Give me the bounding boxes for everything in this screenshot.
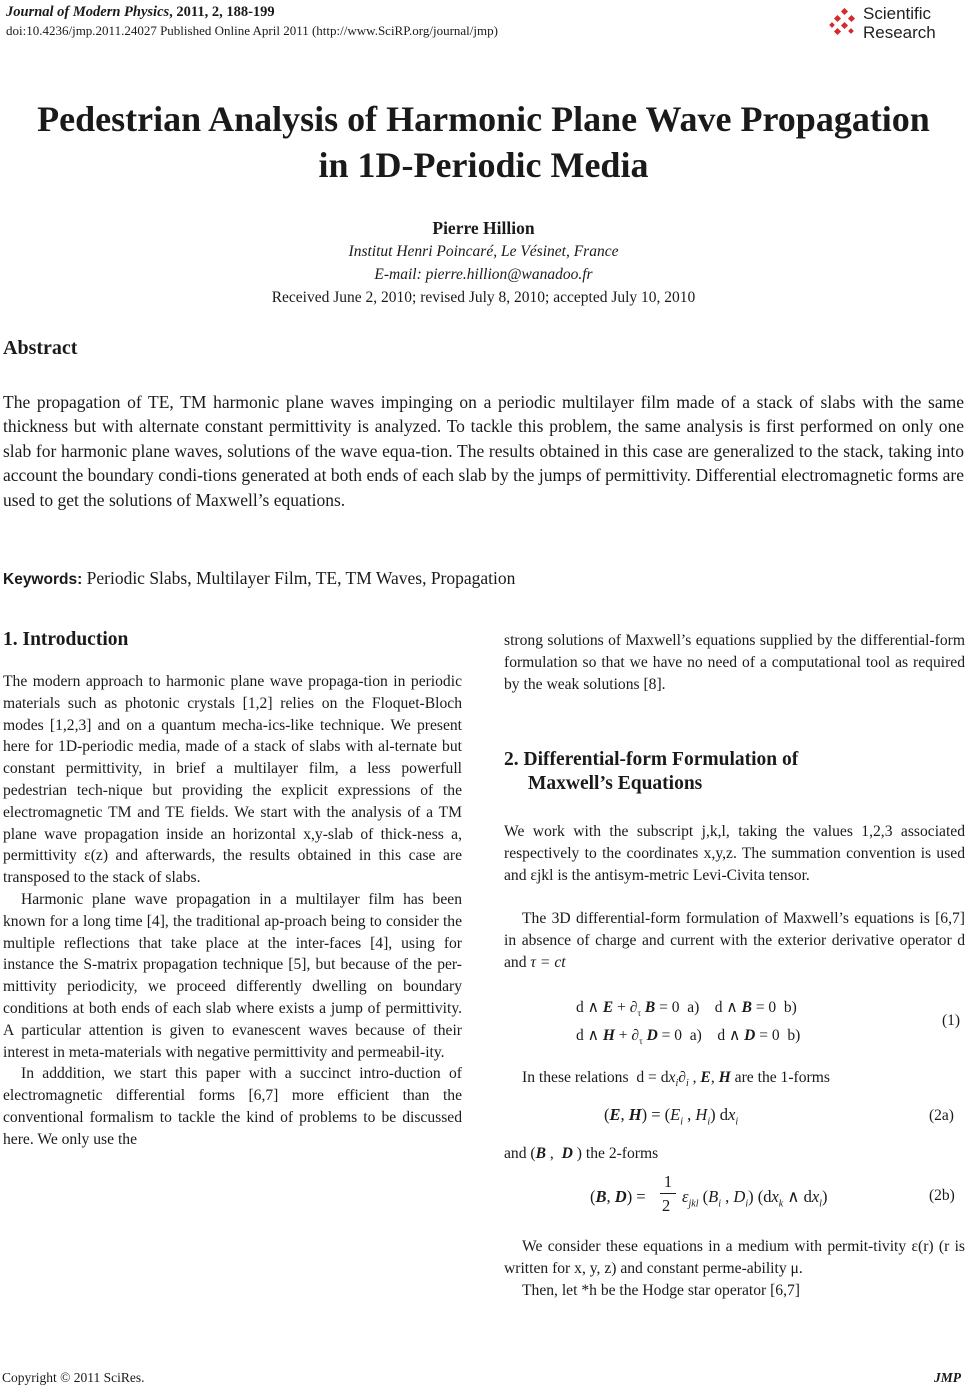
equation-2a: (E, $H) = (E_i$ , $H_i$) $dx_i$ [604,1105,739,1128]
keywords-label: Keywords: [3,571,83,588]
journal-abbr-footer: JMP [934,1370,961,1385]
copyright-footer: Copyright © 2011 SciRes. [2,1370,145,1385]
abstract-text: The propagation of TE, TM harmonic plane waves impinging on a periodic multilayer film made of a stack of slabs with the same thickness but with alternate constant permittivity is analyzed. To tackle this problem, the same analysis is first performed on only one slab for harmonic plane waves, solutions of the wave equa-tion. The results obtained in this case are generalized to the stack, taking into account the boundary condi-tions generated at both ends of each slab by the jumps of permittivity. Differential electromagnetic forms are used to get the solutions of Maxwell’s equations. [3,392,964,510]
intro-paragraph-4: strong solutions of Maxwell’s equations supplied by the differential-form formulation so that we have no need of a computational tool as required by the weak solutions [8]. [504,632,965,693]
keywords [3,568,515,589]
publisher-logo [829,4,957,42]
equation-1a: d ∧ $E + \partial_\tau$ B = 0 a) d ∧ B = 0 b) [576,999,797,1019]
paper-title: Pedestrian Analysis of Harmonic Plane Wave Propagation in 1D-Periodic Media [37,99,930,185]
keywords-list: Periodic Slabs, Multilayer Film, TE, TM Waves, Propagation [86,568,516,588]
journal-header [6,4,275,21]
equation-number-2b: (2b) [929,1187,955,1204]
received-dates: Received June 2, 2010; revised July 8, 2010; accepted July 10, 2010 [271,289,696,306]
section2-paragraph-2: The 3D differential-form formulation of Maxwell’s equations is [6,7] in absence of charge and current with the exterior derivative operator d and τ = ct [504,910,965,971]
section2-paragraph-5: We consider these equations in a medium with permit-tivity ε(r) (r is written for x, y, z) and constant perme-ability μ. Then, let *h be the Hodge star operator [6,7] [504,1238,965,1299]
intro-paragraph-2: Harmonic plane wave propagation in a multilayer film has been known for a long time [4], the traditional ap-proach being to consider the multiple reflections that take place at the inter-faces [4], using for instance the S-matrix propagation technique [5], but because of the per-mittivity periodicity, we proceed differently dwelling on boundary conditions at both ends of each slab where exists a jump of permittivity. A particular attention is given to evanescent waves because of their interest in meta-materials with negative permittivity and permeabil-ity. [3,890,462,1061]
journal-citation: , 2011, 2, 188-199 [169,4,275,20]
section2-paragraph-3: In these relations $d = dx_i\partial_i$ , E, H are the 1-forms [522,1069,830,1090]
intro-paragraph-1: The modern approach to harmonic plane wave propaga-tion in periodic materials such as photonic crystals [1,2] relies on the Floquet-Bloch modes [1,2,3] and on a quantum mecha-ics-like technique. We present here for 1D-periodic media, made of a stack of slabs with al-ternate but constant permittivity, in brief a multilayer film, a less powerfull pedestrian tech-nique but providing the explicit expressions of the electromagnetic TM and TE fields. We start with the analysis of a TM plane wave propagation inside an horizontal x,y-slab of thick-ness a, permittivity ε(z) and afterwards, the results obtained in this case are transposed to the stack of slabs. [3,673,462,887]
left-column [3,628,462,1151]
intro-paragraph-3: In adddition, we start this paper with a succinct intro-duction of electromagnetic differential forms [6,7] more efficient than the conventional formalism to tackle the kind of problems to be discussed here. We only use the [3,1065,462,1148]
equation-1b: d ∧ $H + \partial_\tau$ D = 0 a) d ∧ D = 0 b) [576,1027,801,1047]
section-heading-differential-form: 2. Differential-form Formulation of Maxwell’s Equations [504,749,799,794]
logo-text: Scientific Research [863,4,936,42]
scientific-research-logo-icon [829,8,859,38]
author-email: E-mail: pierre.hillion@wanadoo.fr [374,266,593,283]
section2-paragraph-4: and (B , D ) the 2-forms [504,1145,659,1162]
author-name: Pierre Hillion [432,218,535,238]
journal-name: Journal of Modern Physics [6,4,170,20]
equation-2b: (B, D) = 1 2 $\varepsilon_{jkl}$ ($B_i$ , $D_i$) ($dx_k$ ∧ $dx_l$) [590,1172,828,1215]
doi-line: doi:10.4236/jmp.2011.24027 Published Online April 2011 (http://www.SciRP.org/journal/jmp) [6,23,498,38]
equation-number-1: (1) [942,1012,961,1029]
equation-number-2a: (2a) [929,1107,954,1124]
abstract-heading: Abstract [3,337,78,359]
section-heading-introduction: 1. Introduction [3,629,129,650]
affiliation: Institut Henri Poincaré, Le Vésinet, France [348,243,619,260]
section2-paragraph-1: We work with the subscript j,k,l, taking the values 1,2,3 associated respectively to the coordinates x,y,z. The summation convention is used and εjkl is the antisym-metric Levi-Civita tensor. [504,823,965,884]
